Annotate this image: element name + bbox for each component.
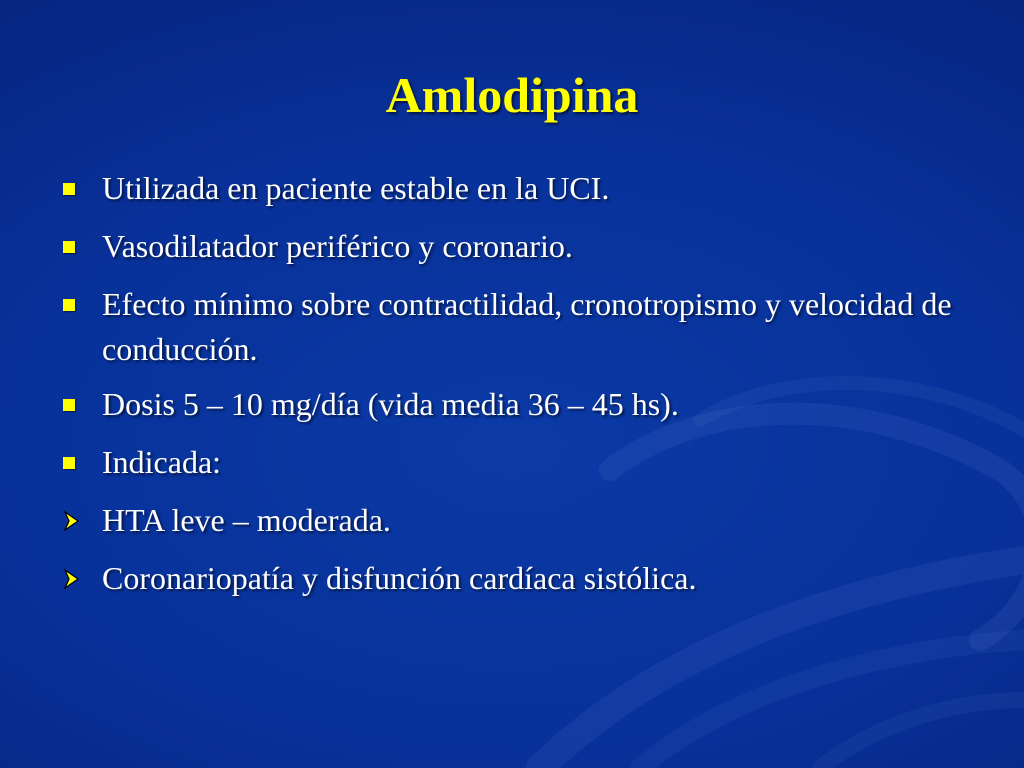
bullet-text: Vasodilatador periférico y coronario. — [102, 228, 573, 264]
square-bullet-icon — [63, 299, 75, 311]
bullet-list — [58, 166, 978, 614]
list-item — [58, 440, 978, 485]
list-item — [58, 224, 978, 269]
arrow-bullet-icon — [62, 567, 82, 591]
list-item — [58, 382, 978, 427]
square-bullet-icon — [63, 399, 75, 411]
list-item — [58, 282, 978, 372]
square-bullet-icon — [63, 183, 75, 195]
bullet-text: Utilizada en paciente estable en la UCI. — [102, 170, 610, 206]
slide-title: Amlodipina — [385, 67, 639, 123]
bullet-text: HTA leve – moderada. — [102, 502, 391, 538]
bullet-text: Efecto mínimo sobre contractilidad, cronotropismo y velocidad de conducción. — [102, 286, 952, 367]
square-bullet-icon — [63, 241, 75, 253]
list-item — [58, 498, 978, 543]
list-item — [58, 166, 978, 211]
bullet-text: Indicada: — [102, 444, 222, 480]
list-item — [58, 556, 978, 601]
square-bullet-icon — [63, 457, 75, 469]
bullet-text: Dosis 5 – 10 mg/día (vida media 36 – 45 hs). — [102, 386, 679, 422]
arrow-bullet-icon — [62, 509, 82, 533]
bullet-text: Coronariopatía y disfunción cardíaca sistólica. — [102, 560, 697, 596]
